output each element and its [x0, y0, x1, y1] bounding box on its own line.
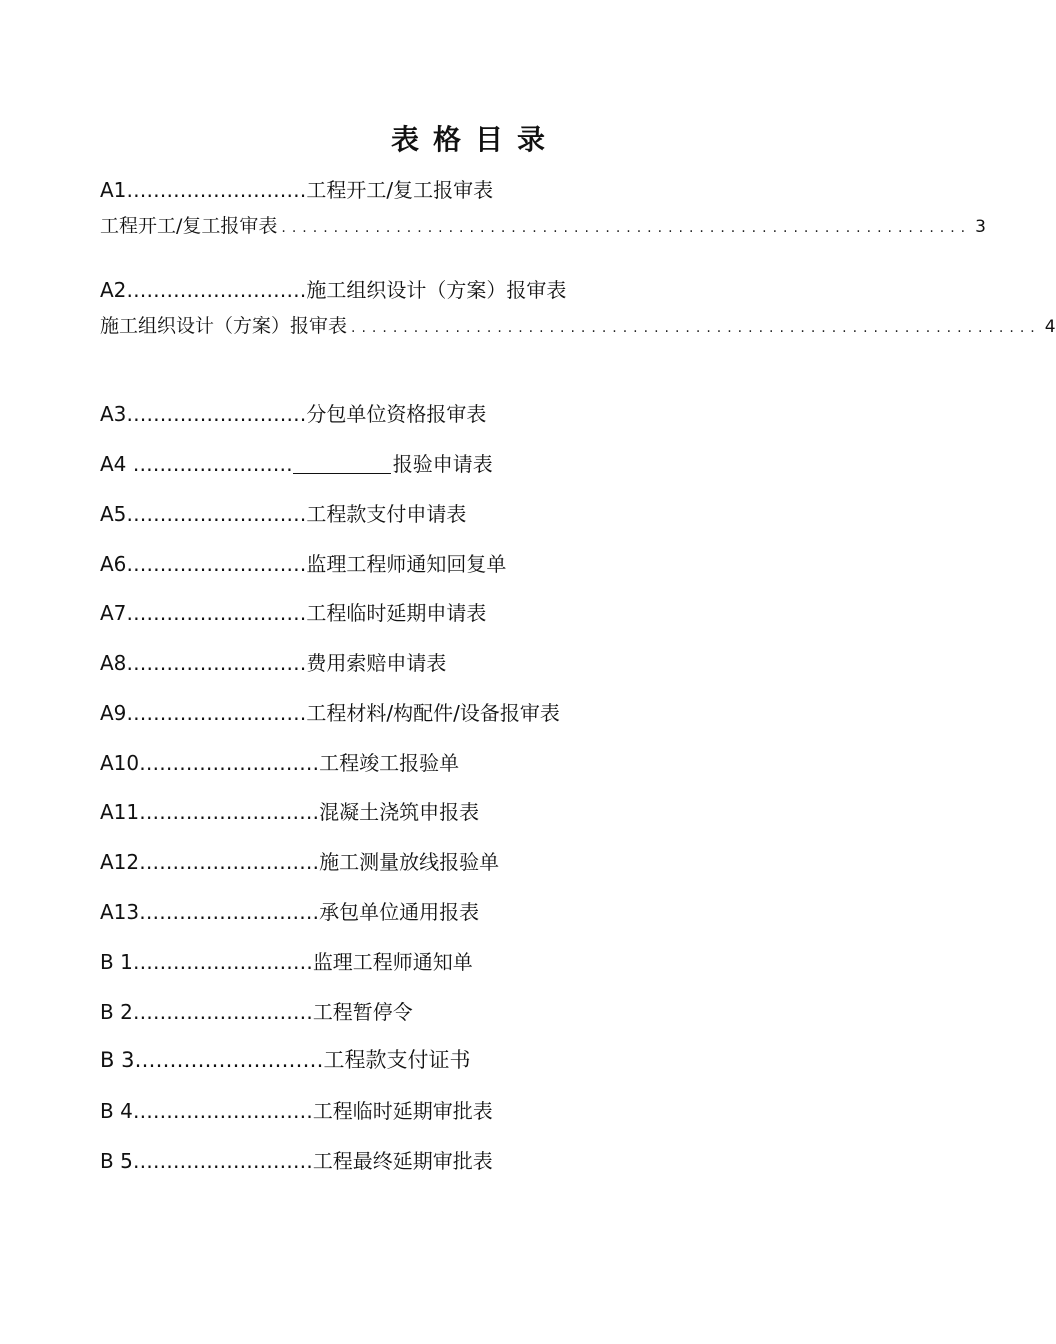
- entry-name: 承包单位通用报表: [319, 900, 480, 924]
- entry-code: A13: [100, 900, 140, 924]
- toc-leader: ..................................................................: [281, 220, 972, 236]
- list-item: [100, 603, 486, 623]
- entry-dots: ………………………: [134, 1048, 324, 1072]
- entry-dots: ………………………: [126, 601, 307, 625]
- entry-name: 混凝土浇筑申报表: [319, 800, 480, 824]
- list-item: [100, 454, 493, 474]
- entry-dots: ………………………: [132, 1000, 313, 1024]
- entry-dots: ………………………: [139, 900, 320, 924]
- toc-line[interactable]: [100, 315, 1056, 337]
- entry-dots: ………………………: [126, 552, 307, 576]
- entry-dots: ………………………: [126, 402, 307, 426]
- list-item: [100, 1050, 470, 1071]
- toc-leader: ..................................................................: [351, 320, 1041, 336]
- entry-dots: ………………………: [132, 1149, 313, 1173]
- entry-code: A12: [100, 850, 140, 874]
- entry-name: 工程暂停令: [312, 1000, 413, 1024]
- entry-dots: ………………………: [126, 701, 307, 725]
- entry-dots: ………………………: [126, 502, 307, 526]
- list-item: [100, 802, 479, 822]
- entry-name: 施工测量放线报验单: [319, 850, 500, 874]
- entry-dots: ………………………: [139, 800, 320, 824]
- entry-code: B 3: [100, 1048, 135, 1072]
- entry-name: 监理工程师通知回复单: [306, 552, 507, 576]
- entry-code: A11: [100, 800, 140, 824]
- entry-dots: ………………………: [126, 651, 307, 675]
- list-item: [100, 504, 466, 524]
- list-item: [100, 404, 486, 424]
- list-item: [100, 554, 506, 574]
- toc-label: 工程开工/复工报审表: [100, 215, 278, 237]
- entry-name: 工程款支付申请表: [306, 502, 467, 526]
- entry-code: A4: [100, 452, 133, 476]
- entry-code: A8: [100, 651, 127, 675]
- list-item: [100, 1101, 493, 1121]
- entry-name: 监理工程师通知单: [312, 950, 473, 974]
- toc-page-number: 4: [1044, 317, 1056, 337]
- blank-underline: [293, 455, 391, 474]
- entry-name: 工程临时延期申请表: [306, 601, 487, 625]
- entry-name: 工程开工/复工报审表: [306, 178, 494, 202]
- entry-dots: ………………………: [139, 751, 320, 775]
- entry-code: B 5: [100, 1149, 133, 1173]
- entry-name: 工程材料/构配件/设备报审表: [306, 701, 560, 725]
- entry-dots: ………………………: [139, 850, 320, 874]
- entry-code: A7: [100, 601, 127, 625]
- page-title: 表格目录: [390, 123, 559, 156]
- entry-code: A1: [100, 178, 127, 202]
- list-item: [100, 1002, 413, 1022]
- entry-name: 施工组织设计（方案）报审表: [306, 278, 567, 302]
- entry-name: 工程临时延期审批表: [312, 1099, 493, 1123]
- entry-code: A2: [100, 278, 127, 302]
- list-item: [100, 1151, 493, 1171]
- entry-code: A9: [100, 701, 127, 725]
- toc-page-number: 3: [975, 217, 986, 237]
- entry-code: B 2: [100, 1000, 133, 1024]
- toc-label: 施工组织设计（方案）报审表: [100, 315, 348, 337]
- toc-line[interactable]: [100, 215, 986, 237]
- entry-dots: ………………………: [126, 278, 307, 302]
- entry-dots: ………………………: [126, 178, 307, 202]
- entry-code: A6: [100, 552, 127, 576]
- entry-code: B 1: [100, 950, 133, 974]
- list-item: [100, 753, 459, 773]
- entry-name: 报验申请表: [392, 452, 493, 476]
- entry-code: A3: [100, 402, 127, 426]
- entry-dots: ………………………: [132, 1099, 313, 1123]
- list-item: [100, 852, 499, 872]
- entry-name: 分包单位资格报审表: [306, 402, 487, 426]
- entry-code: A5: [100, 502, 127, 526]
- entry-name: 工程竣工报验单: [319, 751, 460, 775]
- list-item: [100, 703, 560, 723]
- list-item: [100, 952, 473, 972]
- entry-code: A10: [100, 751, 140, 775]
- list-item: [100, 902, 479, 922]
- entry-name: 费用索赔申请表: [306, 651, 447, 675]
- list-item: [100, 280, 566, 300]
- entry-code: B 4: [100, 1099, 133, 1123]
- entry-dots: ……………………: [132, 452, 293, 476]
- list-item: [100, 653, 446, 673]
- list-item: [100, 180, 493, 200]
- entry-name: 工程款支付证书: [323, 1048, 471, 1072]
- entry-name: 工程最终延期审批表: [312, 1149, 493, 1173]
- entry-dots: ………………………: [132, 950, 313, 974]
